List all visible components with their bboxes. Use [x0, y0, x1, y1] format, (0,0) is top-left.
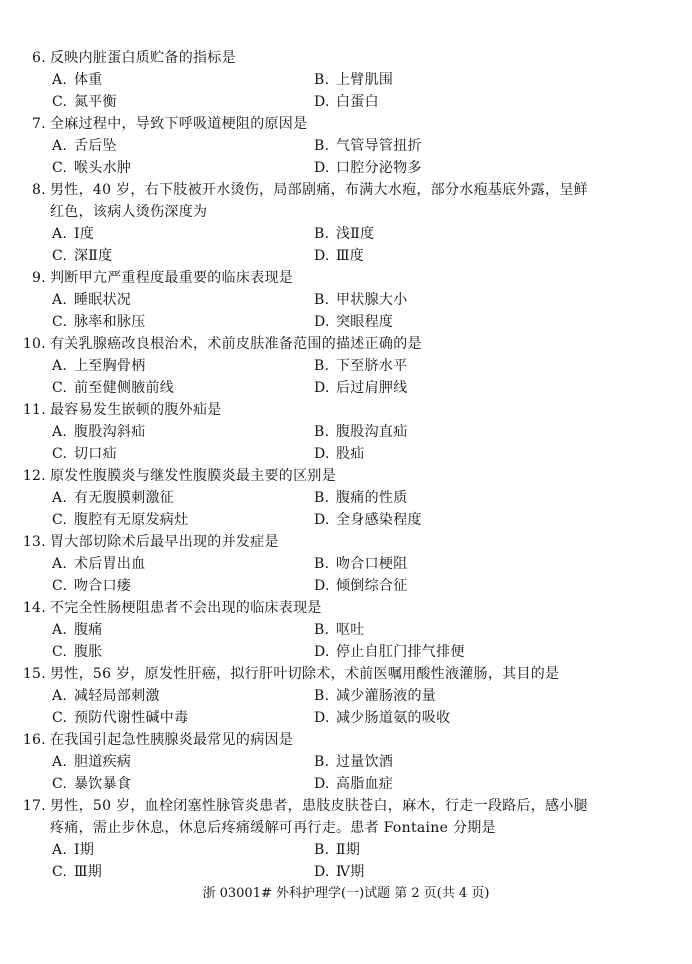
question-stem-line	[0, 663, 692, 685]
option-letter: A.	[52, 622, 68, 638]
question-stem: 原发性腹膜炎与继发性腹膜炎最主要的区别是	[50, 468, 336, 484]
option-text: 股疝	[336, 446, 365, 462]
option-letter: B.	[314, 622, 330, 638]
answer-option	[52, 69, 103, 91]
answer-option	[52, 553, 146, 575]
option-letter: C.	[52, 644, 68, 660]
option-text: 术后胃出血	[74, 556, 146, 572]
answer-option	[52, 245, 112, 267]
option-letter: A.	[52, 842, 68, 858]
option-letter: C.	[52, 578, 68, 594]
answer-option	[314, 487, 408, 509]
option-letter: B.	[314, 688, 330, 704]
question-stem: 男性，40 岁，右下肢被开水烫伤，局部剧痛，布满大水疱，部分水疱基底外露，呈鲜	[50, 182, 588, 198]
option-text: 腹胀	[74, 644, 103, 660]
option-text: 全身感染程度	[336, 512, 422, 528]
option-letter: C.	[52, 512, 68, 528]
options-row	[0, 91, 692, 113]
options-row	[0, 751, 692, 773]
option-text: Ⅲ度	[336, 248, 365, 264]
options-row	[0, 223, 692, 245]
option-text: 喉头水肿	[74, 160, 132, 176]
option-letter: D.	[314, 248, 330, 264]
option-letter: D.	[314, 578, 330, 594]
answer-option	[314, 69, 393, 91]
question-stem: 疼痛，需止步休息，休息后疼痛缓解可再行走。患者 Fontaine 分期是	[50, 820, 496, 836]
answer-option	[314, 311, 393, 333]
option-letter: A.	[52, 490, 68, 506]
question-number: 15.	[22, 666, 46, 682]
options-row	[0, 641, 692, 663]
option-letter: C.	[52, 864, 68, 880]
answer-option	[314, 289, 408, 311]
option-text: 腹痛的性质	[336, 490, 408, 506]
options-row	[0, 157, 692, 179]
option-text: 睡眠状况	[74, 292, 132, 308]
answer-option	[52, 443, 117, 465]
option-text: 前至健侧腋前线	[74, 380, 175, 396]
option-letter: C.	[52, 314, 68, 330]
question-stem-line	[0, 729, 692, 751]
answer-option	[52, 707, 188, 729]
option-text: 停止自肛门排气排便	[336, 644, 465, 660]
question-stem: 最容易发生嵌顿的腹外疝是	[50, 402, 222, 418]
option-letter: A.	[52, 754, 68, 770]
question-stem-line	[0, 333, 692, 355]
option-text: 吻合口梗阻	[336, 556, 408, 572]
answer-option	[314, 641, 465, 663]
option-letter: A.	[52, 424, 68, 440]
options-row	[0, 135, 692, 157]
option-letter: B.	[314, 226, 330, 242]
question-number: 13.	[22, 534, 46, 550]
option-letter: D.	[314, 446, 330, 462]
option-letter: C.	[52, 446, 68, 462]
option-letter: B.	[314, 424, 330, 440]
answer-option	[314, 773, 393, 795]
option-letter: D.	[314, 644, 330, 660]
option-letter: A.	[52, 358, 68, 374]
answer-option	[52, 421, 146, 443]
option-text: 气管导管扭折	[336, 138, 422, 154]
answer-option	[314, 421, 408, 443]
option-letter: C.	[52, 248, 68, 264]
options-row	[0, 861, 692, 883]
option-letter: D.	[314, 512, 330, 528]
options-row	[0, 685, 692, 707]
answer-option	[314, 509, 422, 531]
option-letter: B.	[314, 490, 330, 506]
option-text: 白蛋白	[336, 94, 379, 110]
options-row	[0, 619, 692, 641]
question-stem-line	[0, 179, 692, 201]
option-text: 下至脐水平	[336, 358, 408, 374]
options-row	[0, 575, 692, 597]
option-text: 过量饮酒	[336, 754, 394, 770]
answer-option	[314, 245, 364, 267]
option-text: 深Ⅱ度	[74, 248, 113, 264]
answer-option	[52, 839, 94, 861]
option-text: 突眼程度	[336, 314, 394, 330]
option-text: 舌后坠	[74, 138, 117, 154]
option-text: 减少肠道氨的吸收	[336, 710, 451, 726]
answer-option	[52, 289, 131, 311]
question-stem-line	[0, 399, 692, 421]
answer-option	[314, 553, 408, 575]
answer-option	[314, 707, 450, 729]
option-text: 腹股沟斜疝	[74, 424, 146, 440]
options-row	[0, 377, 692, 399]
question-stem: 全麻过程中，导致下呼吸道梗阻的原因是	[50, 116, 308, 132]
question-number: 9.	[32, 270, 46, 286]
option-text: 减少灌肠液的量	[336, 688, 437, 704]
option-text: 有无腹膜刺激征	[74, 490, 175, 506]
question-stem: 判断甲亢严重程度最重要的临床表现是	[50, 270, 294, 286]
question-number: 12.	[22, 468, 46, 484]
option-letter: D.	[314, 160, 330, 176]
question-stem: 在我国引起急性胰腺炎最常见的病因是	[50, 732, 294, 748]
option-letter: C.	[52, 776, 68, 792]
option-letter: A.	[52, 138, 68, 154]
answer-option	[52, 641, 103, 663]
options-row	[0, 839, 692, 861]
option-text: 氮平衡	[74, 94, 117, 110]
answer-option	[314, 223, 374, 245]
option-letter: C.	[52, 160, 68, 176]
options-row	[0, 443, 692, 465]
option-text: 甲状腺大小	[336, 292, 408, 308]
option-text: Ⅰ期	[74, 842, 95, 858]
answer-option	[52, 355, 146, 377]
question-stem: 胃大部切除术后最早出现的并发症是	[50, 534, 279, 550]
options-row	[0, 311, 692, 333]
page-footer: 浙 03001# 外科护理学(一)试题 第 2 页(共 4 页)	[202, 886, 490, 901]
option-text: 减轻局部刺激	[74, 688, 160, 704]
option-text: 倾倒综合征	[336, 578, 408, 594]
option-text: 呕吐	[336, 622, 365, 638]
options-row	[0, 245, 692, 267]
option-letter: B.	[314, 842, 330, 858]
options-row	[0, 553, 692, 575]
answer-option	[314, 135, 422, 157]
question-number: 17.	[22, 798, 46, 814]
option-text: 脉率和脉压	[74, 314, 146, 330]
answer-option	[314, 157, 422, 179]
question-number: 11.	[22, 402, 46, 418]
answer-option	[52, 91, 117, 113]
option-text: Ⅲ期	[74, 864, 103, 880]
answer-option	[314, 861, 365, 883]
question-number: 7.	[32, 116, 46, 132]
question-stem-line	[0, 47, 692, 69]
option-letter: D.	[314, 380, 330, 396]
answer-option	[52, 773, 131, 795]
option-text: 吻合口瘘	[74, 578, 132, 594]
answer-option	[314, 377, 408, 399]
option-letter: D.	[314, 776, 330, 792]
answer-option	[314, 355, 408, 377]
question-stem-line	[0, 597, 692, 619]
question-stem-line	[0, 531, 692, 553]
question-number: 8.	[32, 182, 46, 198]
options-row	[0, 487, 692, 509]
answer-option	[52, 575, 131, 597]
options-row	[0, 707, 692, 729]
answer-option	[52, 685, 160, 707]
option-text: 浅Ⅱ度	[336, 226, 375, 242]
option-letter: A.	[52, 688, 68, 704]
option-text: 切口疝	[74, 446, 117, 462]
option-letter: C.	[52, 710, 68, 726]
option-text: 口腔分泌物多	[336, 160, 422, 176]
option-letter: A.	[52, 226, 68, 242]
option-text: 体重	[74, 72, 103, 88]
option-text: 预防代谢性碱中毒	[74, 710, 189, 726]
option-letter: A.	[52, 556, 68, 572]
option-letter: B.	[314, 292, 330, 308]
option-text: 暴饮暴食	[74, 776, 132, 792]
option-letter: D.	[314, 314, 330, 330]
answer-option	[52, 487, 174, 509]
question-number: 10.	[22, 336, 46, 352]
option-text: 腹股沟直疝	[336, 424, 408, 440]
options-row	[0, 289, 692, 311]
option-letter: D.	[314, 94, 330, 110]
question-stem: 反映内脏蛋白质贮备的指标是	[50, 50, 236, 66]
question-stem-line	[0, 817, 692, 839]
question-stem: 红色，该病人烫伤深度为	[50, 204, 208, 220]
question-stem-line	[0, 795, 692, 817]
answer-option	[52, 861, 102, 883]
question-number: 16.	[22, 732, 46, 748]
question-number: 6.	[32, 50, 46, 66]
option-text: 胆道疾病	[74, 754, 132, 770]
option-text: 后过肩胛线	[336, 380, 408, 396]
option-text: 腹腔有无原发病灶	[74, 512, 189, 528]
option-text: Ⅱ期	[336, 842, 361, 858]
option-letter: A.	[52, 292, 68, 308]
question-stem-line	[0, 113, 692, 135]
option-letter: D.	[314, 710, 330, 726]
question-stem: 有关乳腺癌改良根治术，术前皮肤准备范围的描述正确的是	[50, 336, 422, 352]
answer-option	[52, 377, 174, 399]
question-number: 14.	[22, 600, 46, 616]
options-row	[0, 509, 692, 531]
answer-option	[52, 751, 131, 773]
option-text: 上臂肌围	[336, 72, 394, 88]
option-text: 上至胸骨柄	[74, 358, 146, 374]
question-stem: 男性，56 岁，原发性肝癌，拟行肝叶切除术，术前医嘱用酸性液灌肠，其目的是	[50, 666, 560, 682]
option-text: Ⅰ度	[74, 226, 95, 242]
answer-option	[314, 839, 360, 861]
option-text: Ⅳ期	[336, 864, 365, 880]
answer-option	[52, 619, 103, 641]
answer-option	[314, 685, 436, 707]
answer-option	[52, 223, 94, 245]
option-letter: A.	[52, 72, 68, 88]
option-letter: B.	[314, 556, 330, 572]
option-letter: C.	[52, 380, 68, 396]
question-stem-line	[0, 267, 692, 289]
options-row	[0, 773, 692, 795]
answer-option	[314, 575, 408, 597]
option-letter: B.	[314, 358, 330, 374]
option-text: 腹痛	[74, 622, 103, 638]
options-row	[0, 421, 692, 443]
option-letter: B.	[314, 138, 330, 154]
question-stem: 男性，50 岁，血栓闭塞性脉管炎患者，患肢皮肤苍白，麻木，行走一段路后，感小腿	[50, 798, 588, 814]
answer-option	[314, 619, 365, 641]
option-text: 高脂血症	[336, 776, 394, 792]
answer-option	[314, 91, 379, 113]
option-letter: C.	[52, 94, 68, 110]
options-row	[0, 355, 692, 377]
answer-option	[314, 751, 393, 773]
question-stem-line	[0, 201, 692, 223]
answer-option	[52, 509, 188, 531]
question-stem: 不完全性肠梗阻患者不会出现的临床表现是	[50, 600, 322, 616]
question-stem-line	[0, 465, 692, 487]
options-row	[0, 69, 692, 91]
option-letter: D.	[314, 864, 330, 880]
answer-option	[52, 157, 131, 179]
option-letter: B.	[314, 72, 330, 88]
option-letter: B.	[314, 754, 330, 770]
answer-option	[52, 135, 117, 157]
answer-option	[52, 311, 146, 333]
answer-option	[314, 443, 365, 465]
